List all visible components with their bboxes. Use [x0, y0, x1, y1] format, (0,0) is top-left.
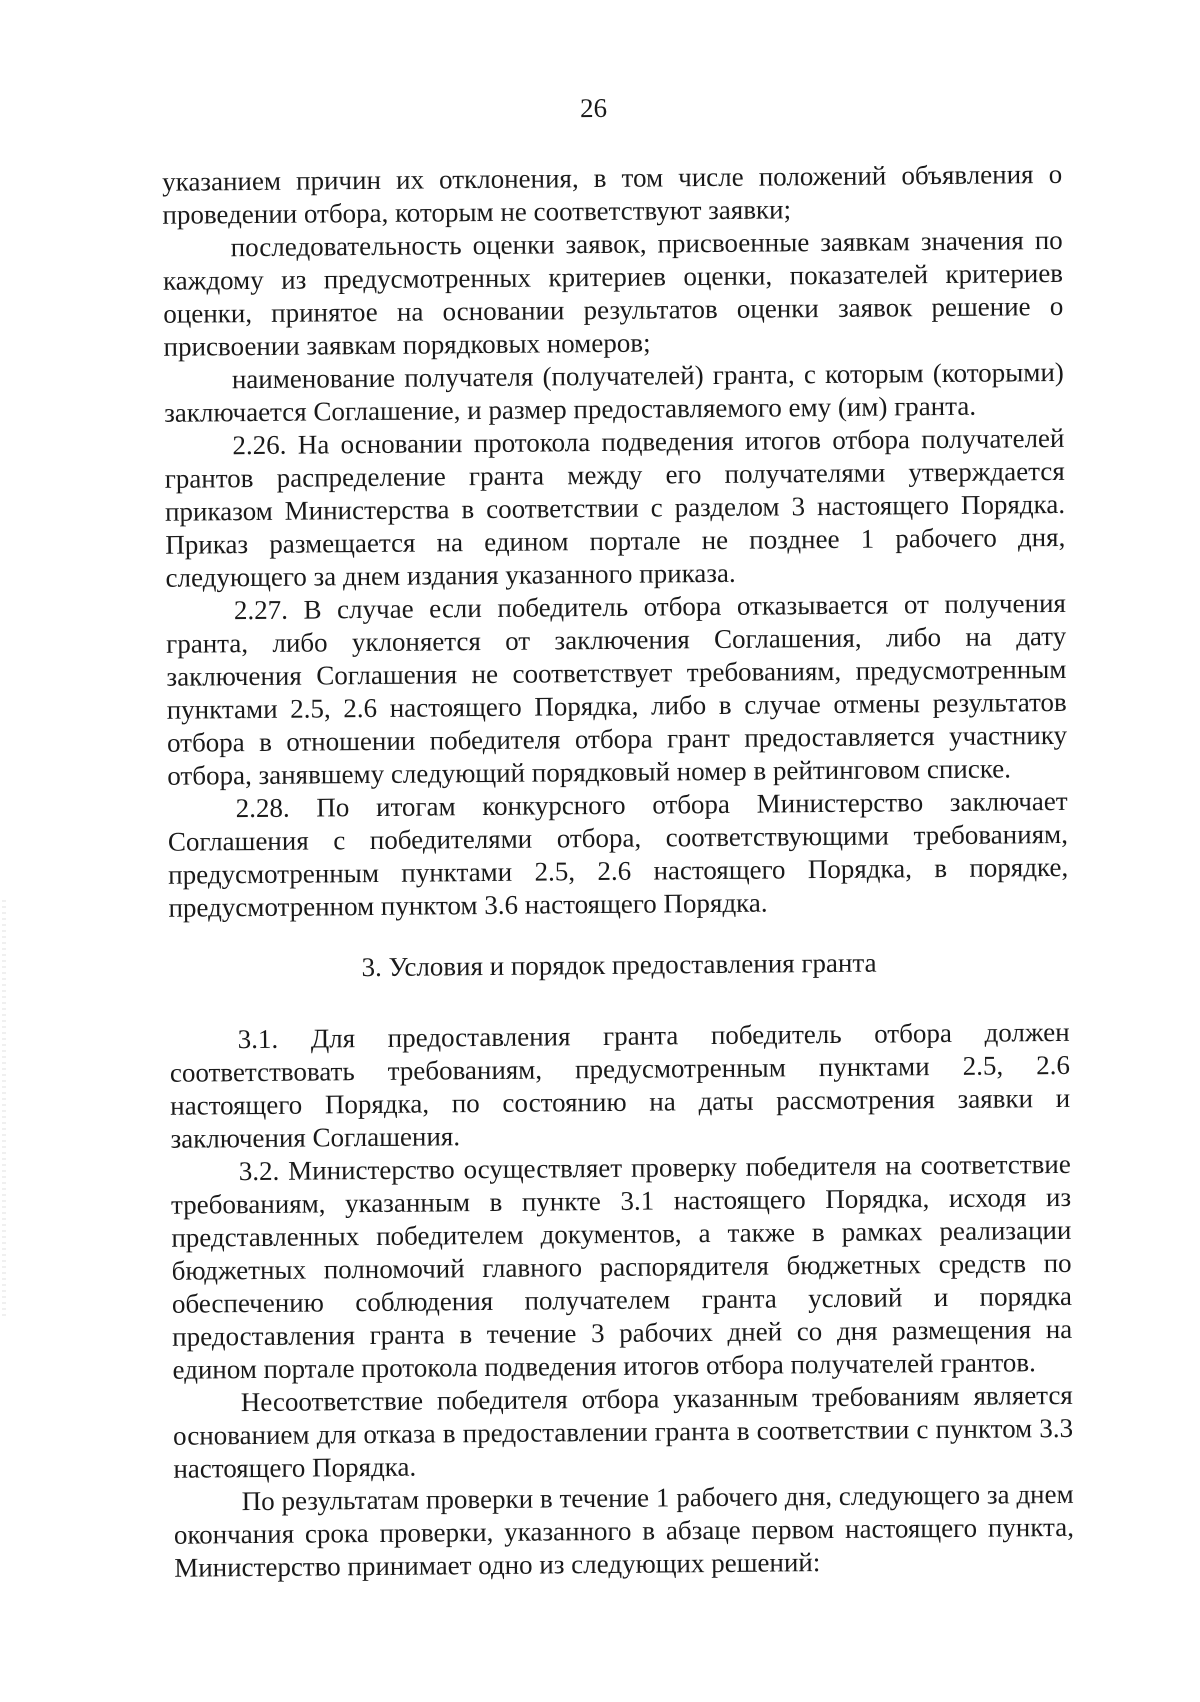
paragraph-evaluation-sequence: последовательность оценки заявок, присвоенные заявкам значения по каждому из предусмотренных критериев оценки, показателей критериев оценки, принятое на основании результатов оценки заявок решение о присвоении заявкам порядковых номеров;	[162, 224, 1064, 362]
paragraph-recipient-name: наименование получателя (получателей) гранта, с которым (которыми) заключается Соглашение, и размер предоставляемого ему (им) гранта.	[164, 356, 1064, 428]
paragraph-3-2: 3.2. Министерство осуществляет проверку победителя на соответствие требованиям, указанным в пункте 3.1 настоящего Порядка, исходя из представленных победителем документов, а также в рамках реализации бюджетных полномочий главного распорядителя бюджетных средств по обеспечению соблюдения получателем гранта условий и порядка предоставления гранта в течение 3 рабочих дней со дня размещения на едином портале протокола подведения итогов отбора получателей грантов.	[170, 1148, 1073, 1385]
paragraph-noncompliance: Несоответствие победителя отбора указанным требованиям является основанием для отказа в предоставлении гранта в соответствии с пунктом 3.3 настоящего Порядка.	[172, 1379, 1074, 1484]
paragraph-2-27: 2.27. В случае если победитель отбора отказывается от получения гранта, либо уклоняется от заключения Соглашения, либо на дату заключения Соглашения не соответствует требованиям, предусмотренным пунктами 2.5, 2.6 настоящего Порядка, либо в случае отмены результатов отбора в отношении победителя отбора грант предоставляется участнику отбора, занявшему следующий порядковый номер в рейтинговом списке.	[166, 587, 1068, 791]
paragraph-2-26: 2.26. На основании протокола подведения итогов отбора получателей грантов распределение гранта между его получателями утверждается приказом Министерства в соответствии с разделом 3 настоящего Порядка. Приказ размещается на едином портале не позднее 1 рабочего дня, следующего за днем издания указанного приказа.	[164, 422, 1066, 593]
paragraph-3-1: 3.1. Для предоставления гранта победитель отбора должен соответствовать требованиям, предусмотренным пунктами 2.5, 2.6 настоящего Порядка, по состоянию на даты рассмотрения заявки и заключения Соглашения.	[169, 1016, 1071, 1154]
page-number: 26	[579, 92, 608, 124]
paragraph-continuation: указанием причин их отклонения, в том числе положений объявления о проведении отбора, которым не соответствуют заявки;	[162, 158, 1063, 230]
document-body	[162, 158, 1074, 1585]
paragraph-verification-results: По результатам проверки в течение 1 рабочего дня, следующего за днем окончания срока проверки, указанного в абзаце первом настоящего пункта, Министерство принимает одно из следующих решений:	[173, 1478, 1075, 1583]
scan-edge-artifact	[2, 900, 6, 1320]
section-heading: 3. Условия и порядок предоставления гранта	[361, 947, 877, 983]
paragraph-2-28: 2.28. По итогам конкурсного отбора Министерство заключает Соглашения с победителями отбора, соответствующими требованиям, предусмотренным пунктами 2.5, 2.6 настоящего Порядка, в порядке, предусмотренном пунктом 3.6 настоящего Порядка.	[167, 785, 1069, 923]
